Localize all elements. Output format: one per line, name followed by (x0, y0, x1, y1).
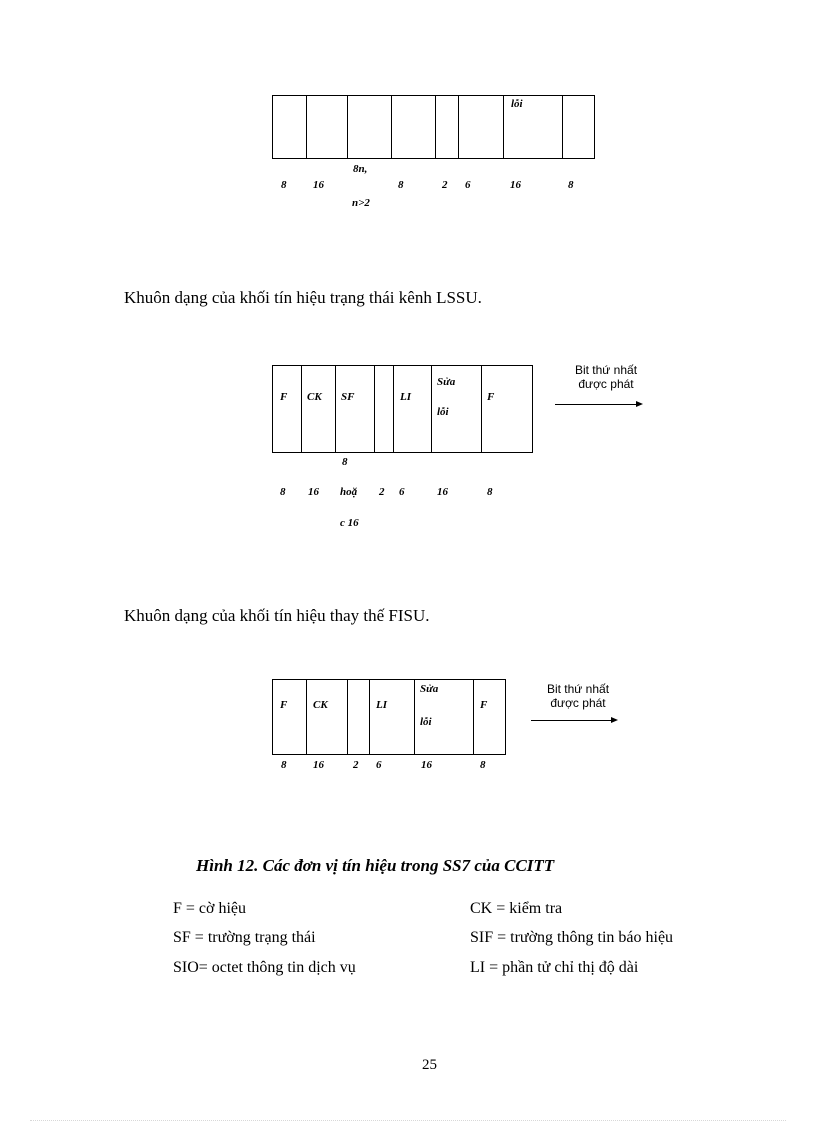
lssu-frame (272, 365, 533, 453)
lssu-arrow-shaft (555, 404, 637, 405)
msu-bits: 8n, (353, 163, 368, 175)
msu-cell-divider (306, 96, 307, 158)
msu-cell-divider (458, 96, 459, 158)
arrow-right-icon (636, 401, 643, 407)
fisu-bits: 16 (313, 759, 324, 771)
lssu-bits: 8 (342, 456, 348, 468)
msu-bits: 8 (398, 179, 404, 191)
fisu-label-loi: lỗi (420, 716, 432, 728)
definition-right: CK = kiểm tra (470, 900, 563, 917)
msu-cell-divider (562, 96, 563, 158)
fisu-cell-divider (347, 680, 348, 754)
lssu-bits: 8 (487, 486, 493, 498)
lssu-cell-divider (301, 366, 302, 452)
arrow-label-line: được phát (578, 377, 634, 391)
lssu-bits: 2 (379, 486, 385, 498)
msu-cell-divider (347, 96, 348, 158)
fisu-label-f2: F (480, 699, 488, 711)
lssu-bits: 6 (399, 486, 405, 498)
fisu-label-li: LI (376, 699, 387, 711)
msu-bits: 2 (442, 179, 448, 191)
msu-frame (272, 95, 595, 159)
msu-cell-divider (503, 96, 504, 158)
definition-left: F = cờ hiệu (173, 900, 247, 917)
fisu-bits: 16 (421, 759, 432, 771)
lssu-bits: hoặ (340, 486, 358, 498)
lssu-bits: 16 (308, 486, 319, 498)
definition-left: SF = trường trạng thái (173, 929, 316, 946)
definition-right: LI = phần tử chỉ thị độ dài (470, 959, 639, 976)
lssu-label-li: LI (400, 391, 411, 403)
fisu-label-f: F (280, 699, 288, 711)
arrow-label-line: được phát (550, 696, 606, 710)
fisu-arrow-label (528, 682, 628, 710)
fisu-cell-divider (369, 680, 370, 754)
lssu-bits: 16 (437, 486, 448, 498)
lssu-bits: c 16 (340, 517, 359, 529)
fisu-cell-divider (306, 680, 307, 754)
fisu-cell-divider (414, 680, 415, 754)
lssu-label-sf: SF (341, 391, 355, 403)
msu-bits: 16 (510, 179, 521, 191)
msu-bits: 8 (568, 179, 574, 191)
arrow-label-line: Bit thứ nhất (546, 682, 610, 696)
lssu-caption: Khuôn dạng của khối tín hiệu trạng thái kênh LSSU. (124, 288, 482, 307)
fisu-label-ck: CK (313, 699, 328, 711)
msu-cell-divider (391, 96, 392, 158)
msu-cell-divider (435, 96, 436, 158)
definition-right: SIF = trường thông tin báo hiệu (470, 929, 674, 946)
lssu-label-sua: Sửa (437, 376, 456, 388)
lssu-label-f2: F (487, 391, 495, 403)
msu-bits: 8 (281, 179, 287, 191)
fisu-cell-divider (473, 680, 474, 754)
page-number: 25 (422, 1057, 437, 1073)
lssu-label-ck: CK (307, 391, 322, 403)
fisu-bits: 8 (480, 759, 486, 771)
figure-caption: Hình 12. Các đơn vị tín hiệu trong SS7 của CCITT (196, 856, 555, 875)
lssu-bits: 8 (280, 486, 286, 498)
lssu-label-f: F (280, 391, 288, 403)
page-bottom-divider (30, 1120, 786, 1121)
fisu-bits: 2 (353, 759, 359, 771)
msu-bits: 16 (313, 179, 324, 191)
lssu-cell-divider (431, 366, 432, 452)
fisu-bits: 8 (281, 759, 287, 771)
definition-left: SIO= octet thông tin dịch vụ (173, 959, 356, 976)
lssu-cell-divider (481, 366, 482, 452)
fisu-label-sua: Sửa (420, 683, 439, 695)
lssu-cell-divider (374, 366, 375, 452)
lssu-arrow-label (556, 363, 656, 391)
fisu-caption: Khuôn dạng của khối tín hiệu thay thế FISU. (124, 606, 430, 625)
msu-cell-label-loi: lỗi (511, 98, 523, 110)
arrow-label-line: Bit thứ nhất (574, 363, 638, 377)
msu-bits: 6 (465, 179, 471, 191)
fisu-arrow-shaft (531, 720, 612, 721)
arrow-right-icon (611, 717, 618, 723)
msu-bits: n>2 (352, 197, 370, 209)
fisu-frame (272, 679, 506, 755)
lssu-cell-divider (393, 366, 394, 452)
lssu-cell-divider (335, 366, 336, 452)
fisu-bits: 6 (376, 759, 382, 771)
lssu-label-loi: lỗi (437, 406, 449, 418)
